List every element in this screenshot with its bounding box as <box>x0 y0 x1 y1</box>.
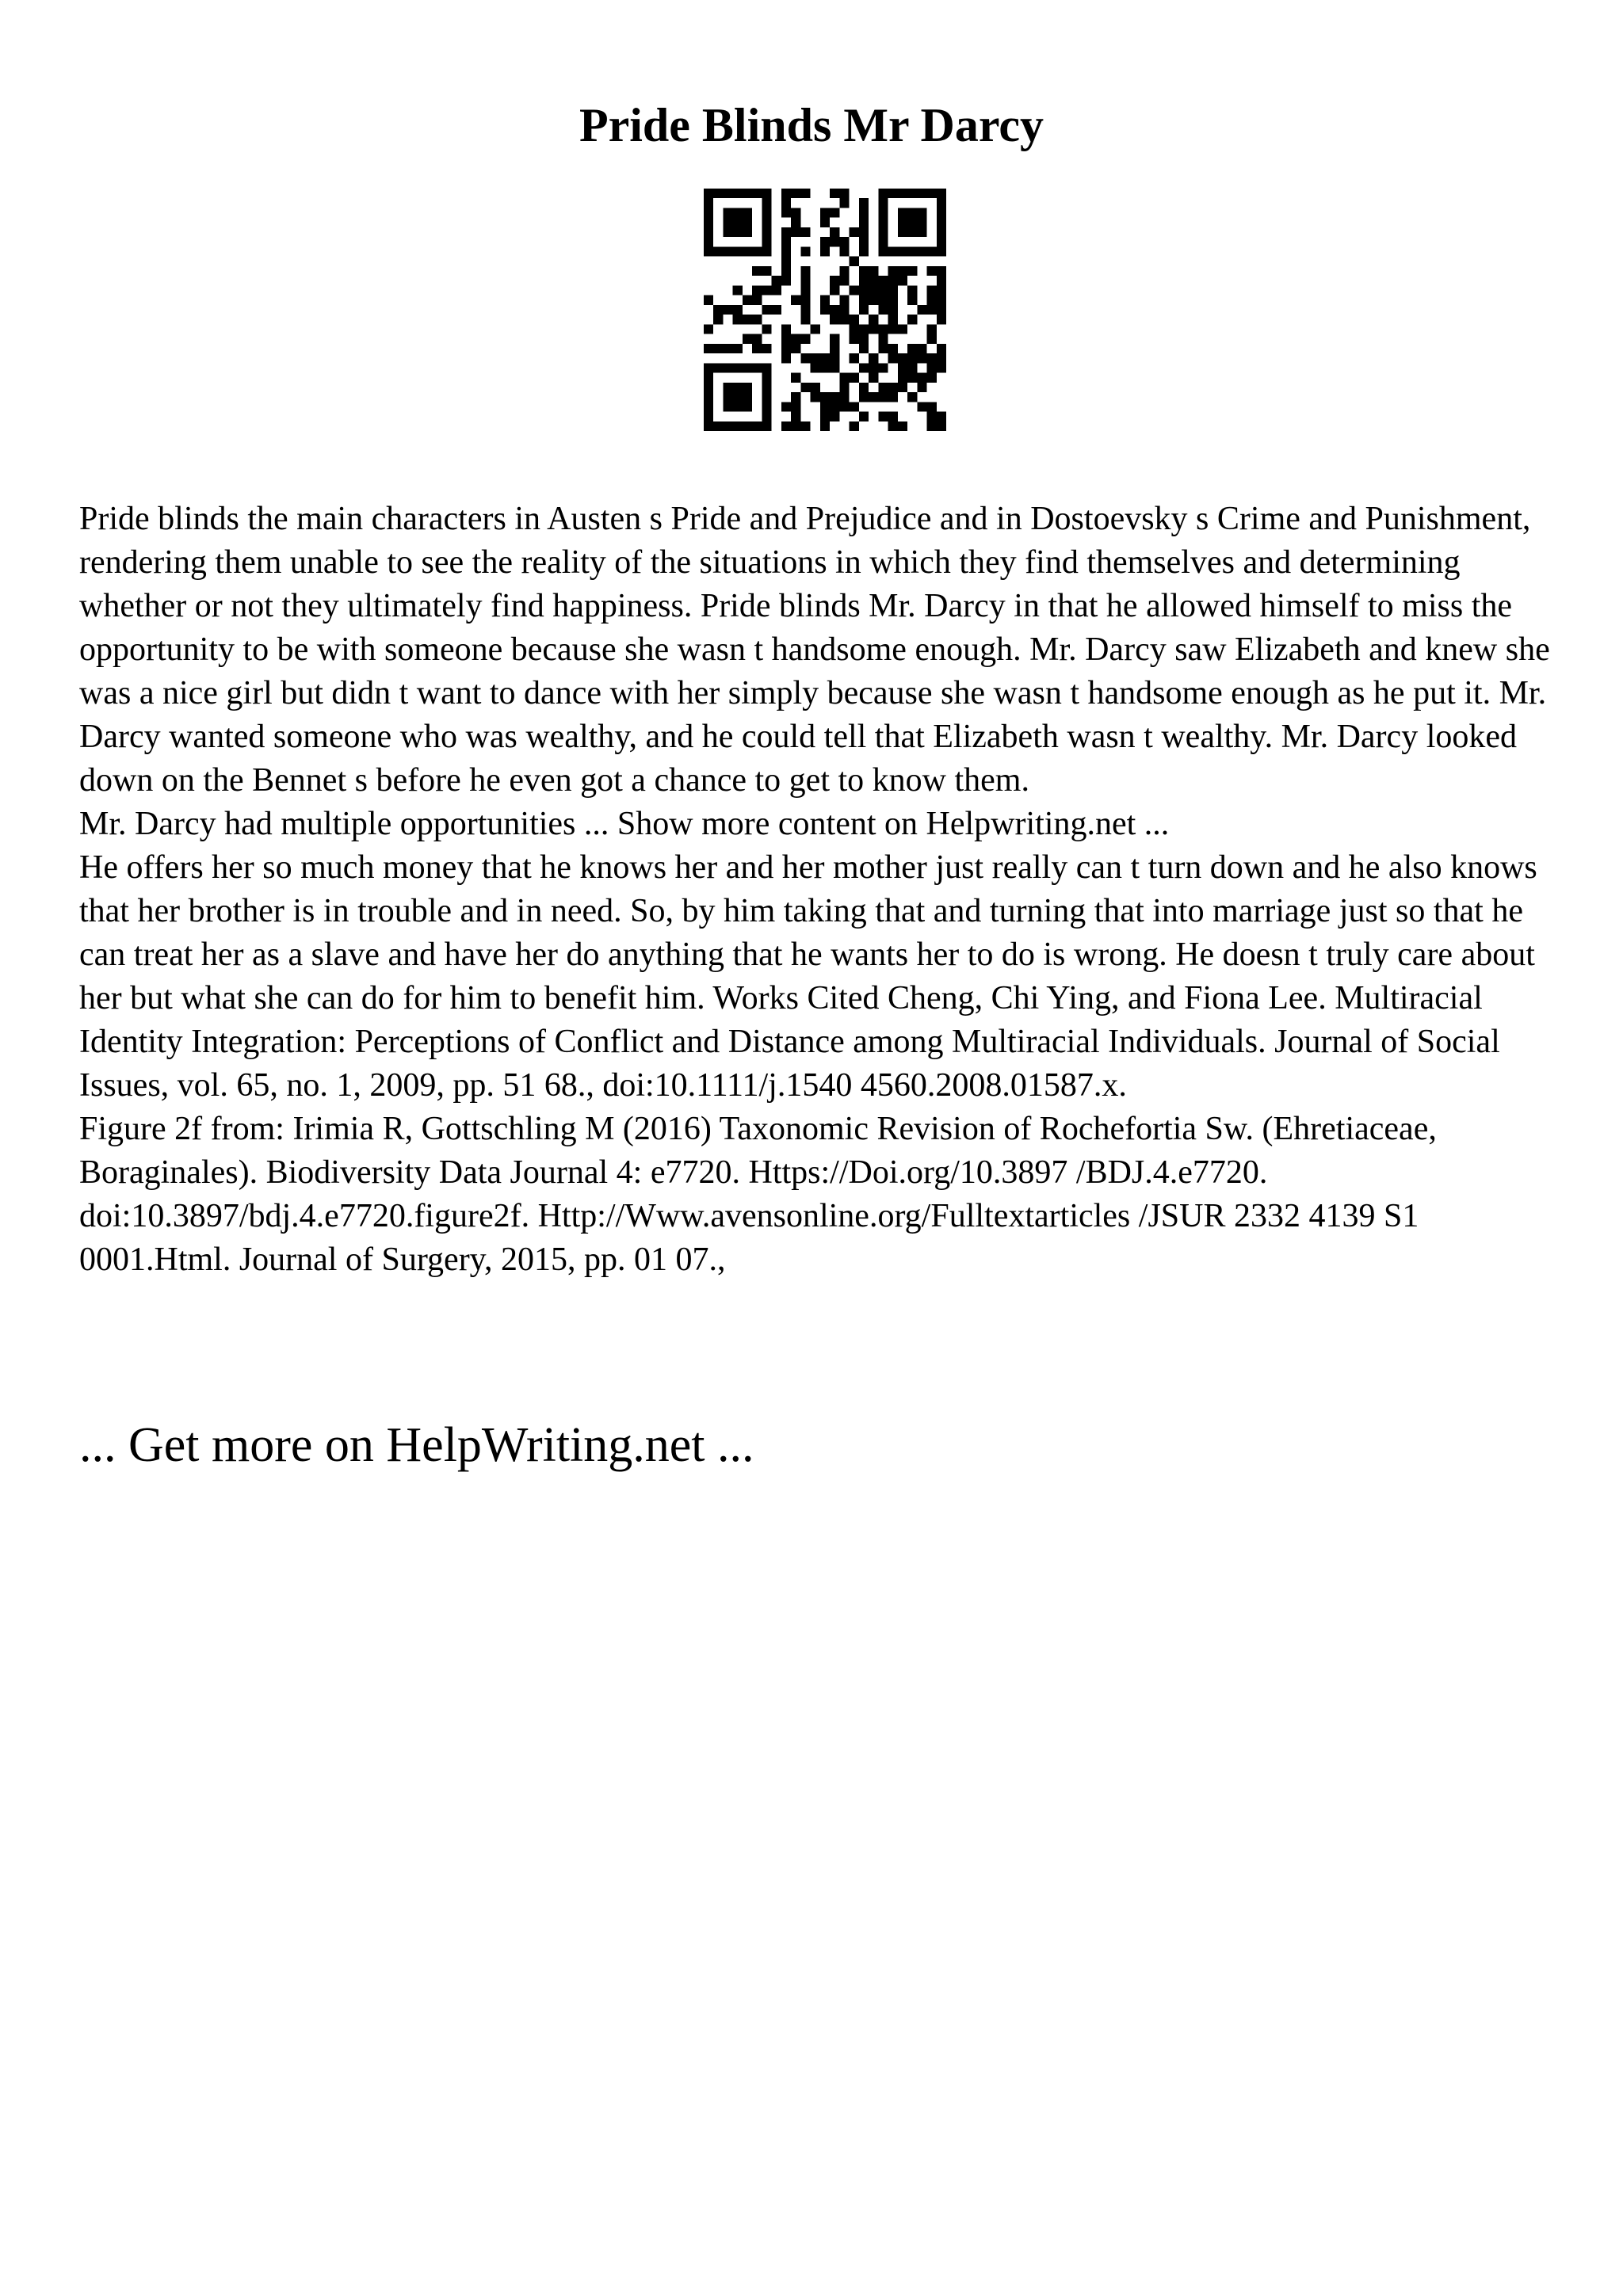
paragraph: Mr. Darcy had multiple opportunities ... Show more content on Helpwriting.net ... <box>79 806 1170 842</box>
get-more-link[interactable]: ... Get more on HelpWriting.net ... <box>79 1418 754 1472</box>
document-body <box>79 498 1553 1282</box>
qr-code-icon <box>704 189 946 431</box>
paragraph: Figure 2f from: Irimia R, Gottschling M (2016) Taxonomic Revision of Rochefortia Sw. (Ehretiaceae, Boraginales). Biodiversity Data Journal 4: e7720. Https://Doi.org/10.3897 /BDJ.4.e7720. doi:10.3897/bdj.4.e7720.figure2f. Http://Www.avensonline.org/Fulltextarticles /JSUR 2332 4139 S1 0001.Html. Journal of Surgery, 2015, pp. 01 07., <box>79 1111 1437 1278</box>
paragraph: He offers her so much money that he knows her and her mother just really can t turn down and he also knows that her brother is in trouble and in need. So, by him taking that and turning that into marriage just so that he can treat her as a slave and have her do anything that he wants her to do is wrong. He doesn t truly care about her but what she can do for him to benefit him. Works Cited Cheng, Chi Ying, and Fiona Lee. Multiracial Identity Integration: Perceptions of Conflict and Distance among Multiracial Individuals. Journal of Social Issues, vol. 65, no. 1, 2009, pp. 51 68., doi:10.1111/j.1540 4560.2008.01587.x. <box>79 849 1537 1104</box>
paragraph: Pride blinds the main characters in Austen s Pride and Prejudice and in Dostoevsky s Crime and Punishment, rendering them unable to see the reality of the situations in which they find themselves and determining whether or not they ultimately find happiness. Pride blinds Mr. Darcy in that he allowed himself to miss the opportunity to be with someone because she wasn t handsome enough. Mr. Darcy saw Elizabeth and knew she was a nice girl but didn t want to dance with her simply because she wasn t handsome enough as he put it. Mr. Darcy wanted someone who was wealthy, and he could tell that Elizabeth wasn t wealthy. Mr. Darcy looked down on the Bennet s before he even got a chance to get to know them. <box>79 501 1550 799</box>
document-title: Pride Blinds Mr Darcy <box>579 99 1044 151</box>
